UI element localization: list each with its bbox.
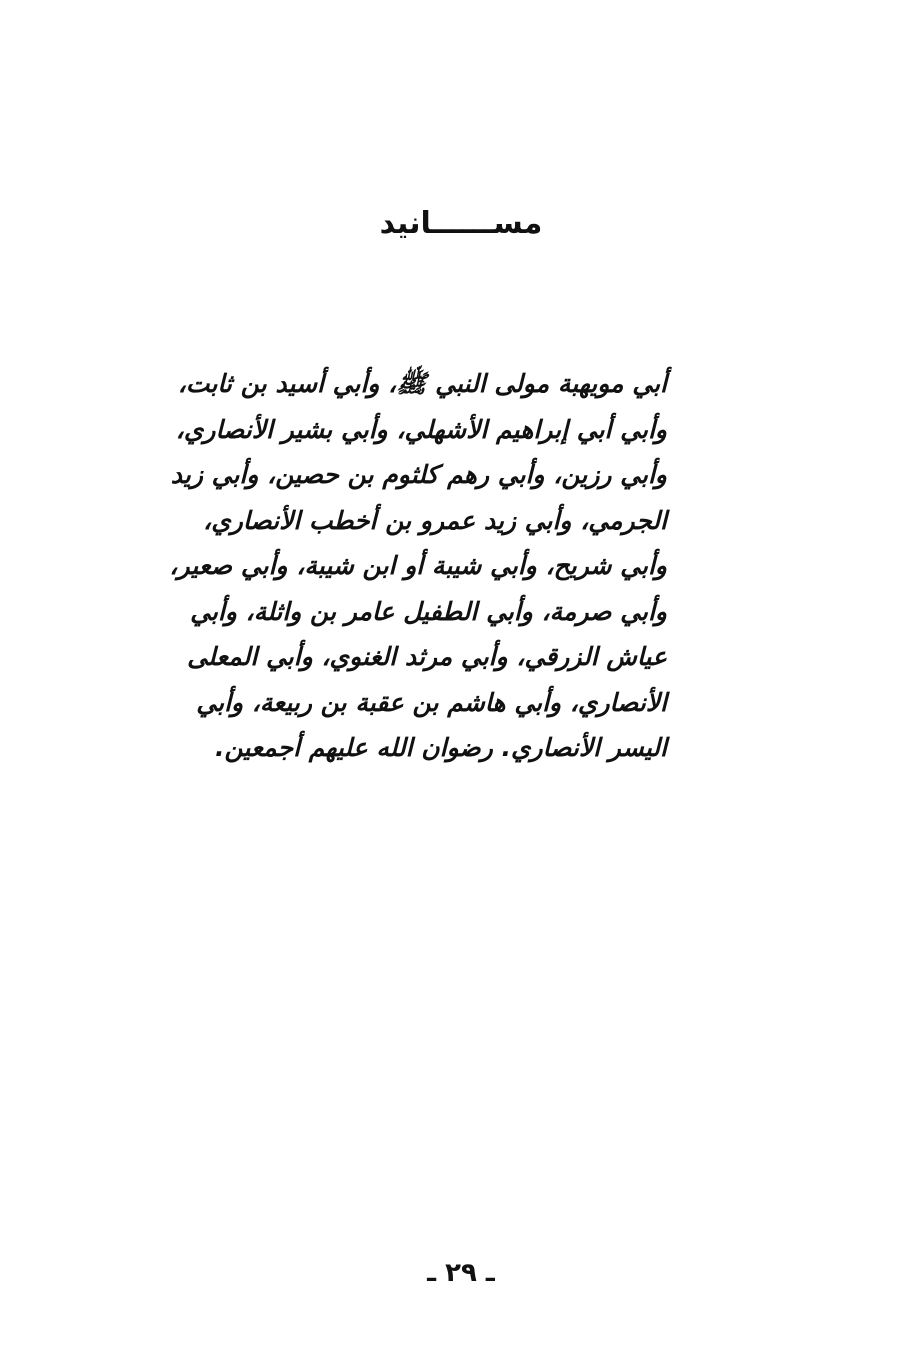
- text-line: عياش الزرقي، وأبي مرثد الغنوي، وأبي المعلى: [187, 642, 667, 671]
- page-heading: مســــــانيد: [379, 206, 543, 241]
- text-line: وأبي شريح، وأبي شيبة أو ابن شيبة، وأبي صعير،: [169, 551, 667, 580]
- text-line: وأبي رزين، وأبي رهم كلثوم بن حصين، وأبي زيد: [170, 460, 667, 489]
- text-line: وأبي أبي إبراهيم الأشهلي، وأبي بشير الأنصاري،: [175, 414, 667, 444]
- text-line: الأنصاري، وأبي هاشم بن عقبة بن ربيعة، وأبي: [196, 687, 667, 717]
- text-line: الجرمي، وأبي زيد عمرو بن أخطب الأنصاري،: [203, 505, 667, 535]
- text-line: وأبي صرمة، وأبي الطفيل عامر بن واثلة، وأبي: [190, 596, 667, 626]
- text-line: أبي مويهبة مولى النبي ﷺ، وأبي أسيد بن ثابت،: [177, 369, 667, 398]
- page-number: ـ ٢٩ ـ: [427, 1258, 495, 1288]
- text-line: اليسر الأنصاري. رضوان الله عليهم أجمعين.: [215, 733, 667, 762]
- body-paragraph: [169, 361, 667, 771]
